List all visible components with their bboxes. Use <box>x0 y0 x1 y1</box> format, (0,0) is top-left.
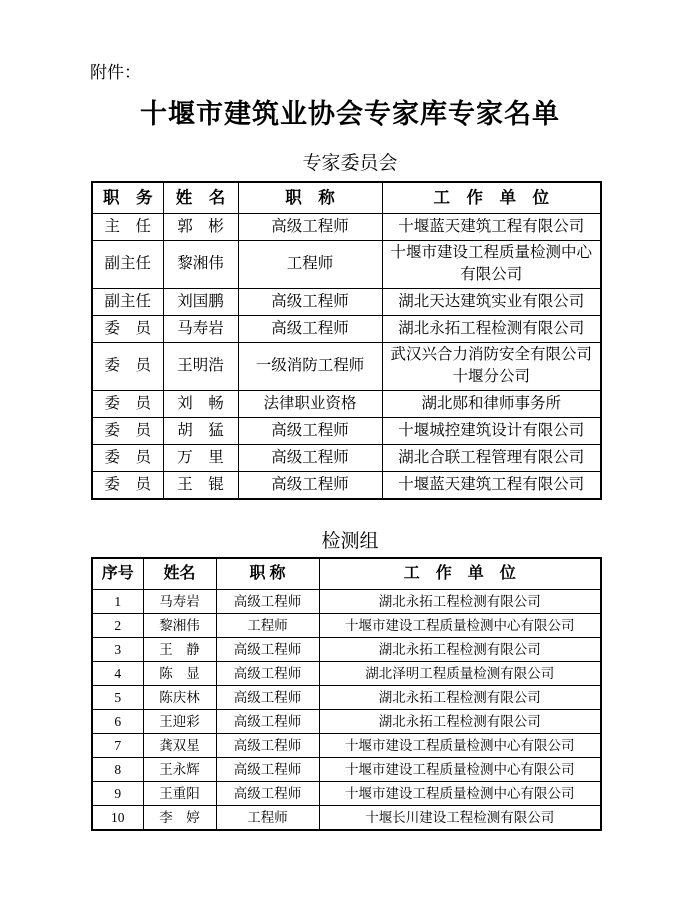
organization-cell: 十堰市建设工程质量检测中心有限公司 <box>382 241 601 289</box>
table-row <box>92 342 601 390</box>
testing-header-name: 姓名 <box>143 558 216 590</box>
table-row <box>92 806 601 831</box>
name-cell: 李 婷 <box>143 806 216 831</box>
position-cell: 委 员 <box>92 444 163 471</box>
testing-header-title: 职 称 <box>216 558 319 590</box>
testing-header-row <box>92 558 601 590</box>
position-cell: 副主任 <box>92 288 163 315</box>
organization-cell: 湖北永拓工程检测有限公司 <box>319 686 601 710</box>
title-cell: 高级工程师 <box>216 734 319 758</box>
committee-section-heading: 专家委员会 <box>302 153 398 174</box>
testing-header-organization: 工 作 单 位 <box>319 558 601 590</box>
committee-header-title: 职 称 <box>238 182 382 214</box>
table-row <box>92 638 601 662</box>
title-cell: 高级工程师 <box>216 710 319 734</box>
testing-table <box>91 557 602 831</box>
organization-cell: 十堰城控建筑设计有限公司 <box>382 417 601 444</box>
name-cell: 郭 彬 <box>163 214 238 241</box>
title-cell: 工程师 <box>216 806 319 831</box>
table-row <box>92 390 601 417</box>
name-cell: 胡 猛 <box>163 417 238 444</box>
organization-cell: 湖北永拓工程检测有限公司 <box>319 710 601 734</box>
table-row <box>92 471 601 499</box>
organization-cell: 湖北永拓工程检测有限公司 <box>319 590 601 614</box>
organization-cell: 湖北永拓工程检测有限公司 <box>319 638 601 662</box>
name-cell: 刘国鹏 <box>163 288 238 315</box>
committee-header-row <box>92 182 601 214</box>
title-cell: 高级工程师 <box>238 417 382 444</box>
organization-cell: 十堰市建设工程质量检测中心有限公司 <box>319 782 601 806</box>
table-row <box>92 214 601 241</box>
organization-cell: 十堰蓝天建筑工程有限公司 <box>382 214 601 241</box>
number-cell: 9 <box>92 782 143 806</box>
table-row <box>92 590 601 614</box>
table-row <box>92 417 601 444</box>
organization-cell: 十堰市建设工程质量检测中心有限公司 <box>319 734 601 758</box>
committee-header-organization: 工 作 单 位 <box>382 182 601 214</box>
title-cell: 高级工程师 <box>216 662 319 686</box>
committee-header-position: 职 务 <box>92 182 163 214</box>
title-cell: 高级工程师 <box>216 590 319 614</box>
position-cell: 副主任 <box>92 241 163 289</box>
table-row <box>92 710 601 734</box>
number-cell: 3 <box>92 638 143 662</box>
name-cell: 王 静 <box>143 638 216 662</box>
title-cell: 高级工程师 <box>238 444 382 471</box>
title-cell: 高级工程师 <box>238 288 382 315</box>
testing-header-number: 序号 <box>92 558 143 590</box>
committee-header-name: 姓 名 <box>163 182 238 214</box>
testing-section-heading: 检测组 <box>321 531 379 552</box>
name-cell: 马寿岩 <box>143 590 216 614</box>
organization-cell: 十堰市建设工程质量检测中心有限公司 <box>319 614 601 638</box>
title-cell: 高级工程师 <box>216 686 319 710</box>
name-cell: 王明浩 <box>163 342 238 390</box>
title-cell: 高级工程师 <box>238 471 382 499</box>
name-cell: 黎湘伟 <box>163 241 238 289</box>
number-cell: 6 <box>92 710 143 734</box>
organization-cell: 湖北天达建筑实业有限公司 <box>382 288 601 315</box>
table-row <box>92 444 601 471</box>
name-cell: 王永辉 <box>143 758 216 782</box>
table-row <box>92 614 601 638</box>
organization-cell: 湖北泽明工程质量检测有限公司 <box>319 662 601 686</box>
table-row <box>92 662 601 686</box>
number-cell: 8 <box>92 758 143 782</box>
title-cell: 高级工程师 <box>238 315 382 342</box>
page-title: 十堰市建筑业协会专家库专家名单 <box>140 99 560 129</box>
position-cell: 委 员 <box>92 315 163 342</box>
name-cell: 刘 畅 <box>163 390 238 417</box>
position-cell: 委 员 <box>92 471 163 499</box>
position-cell: 主 任 <box>92 214 163 241</box>
name-cell: 王重阳 <box>143 782 216 806</box>
organization-cell: 湖北永拓工程检测有限公司 <box>382 315 601 342</box>
name-cell: 王 锟 <box>163 471 238 499</box>
name-cell: 陈 显 <box>143 662 216 686</box>
number-cell: 4 <box>92 662 143 686</box>
position-cell: 委 员 <box>92 342 163 390</box>
position-cell: 委 员 <box>92 417 163 444</box>
table-row <box>92 782 601 806</box>
number-cell: 2 <box>92 614 143 638</box>
attachment-label: 附件： <box>90 63 141 82</box>
table-row <box>92 758 601 782</box>
organization-cell: 武汉兴合力消防安全有限公司十堰分公司 <box>382 342 601 390</box>
title-cell: 高级工程师 <box>216 782 319 806</box>
number-cell: 10 <box>92 806 143 831</box>
committee-table <box>91 181 602 500</box>
table-row <box>92 686 601 710</box>
table-row <box>92 734 601 758</box>
organization-cell: 十堰市建设工程质量检测中心有限公司 <box>319 758 601 782</box>
name-cell: 马寿岩 <box>163 315 238 342</box>
title-cell: 法律职业资格 <box>238 390 382 417</box>
title-cell: 工程师 <box>216 614 319 638</box>
organization-cell: 十堰蓝天建筑工程有限公司 <box>382 471 601 499</box>
table-row <box>92 315 601 342</box>
organization-cell: 湖北郧和律师事务所 <box>382 390 601 417</box>
title-cell: 高级工程师 <box>238 214 382 241</box>
organization-cell: 十堰长川建设工程检测有限公司 <box>319 806 601 831</box>
name-cell: 龚双星 <box>143 734 216 758</box>
number-cell: 1 <box>92 590 143 614</box>
name-cell: 万 里 <box>163 444 238 471</box>
number-cell: 7 <box>92 734 143 758</box>
title-cell: 高级工程师 <box>216 758 319 782</box>
organization-cell: 湖北合联工程管理有限公司 <box>382 444 601 471</box>
table-row <box>92 288 601 315</box>
title-cell: 工程师 <box>238 241 382 289</box>
title-cell: 高级工程师 <box>216 638 319 662</box>
table-row <box>92 241 601 289</box>
name-cell: 陈庆林 <box>143 686 216 710</box>
title-cell: 一级消防工程师 <box>238 342 382 390</box>
name-cell: 王迎彩 <box>143 710 216 734</box>
name-cell: 黎湘伟 <box>143 614 216 638</box>
position-cell: 委 员 <box>92 390 163 417</box>
number-cell: 5 <box>92 686 143 710</box>
